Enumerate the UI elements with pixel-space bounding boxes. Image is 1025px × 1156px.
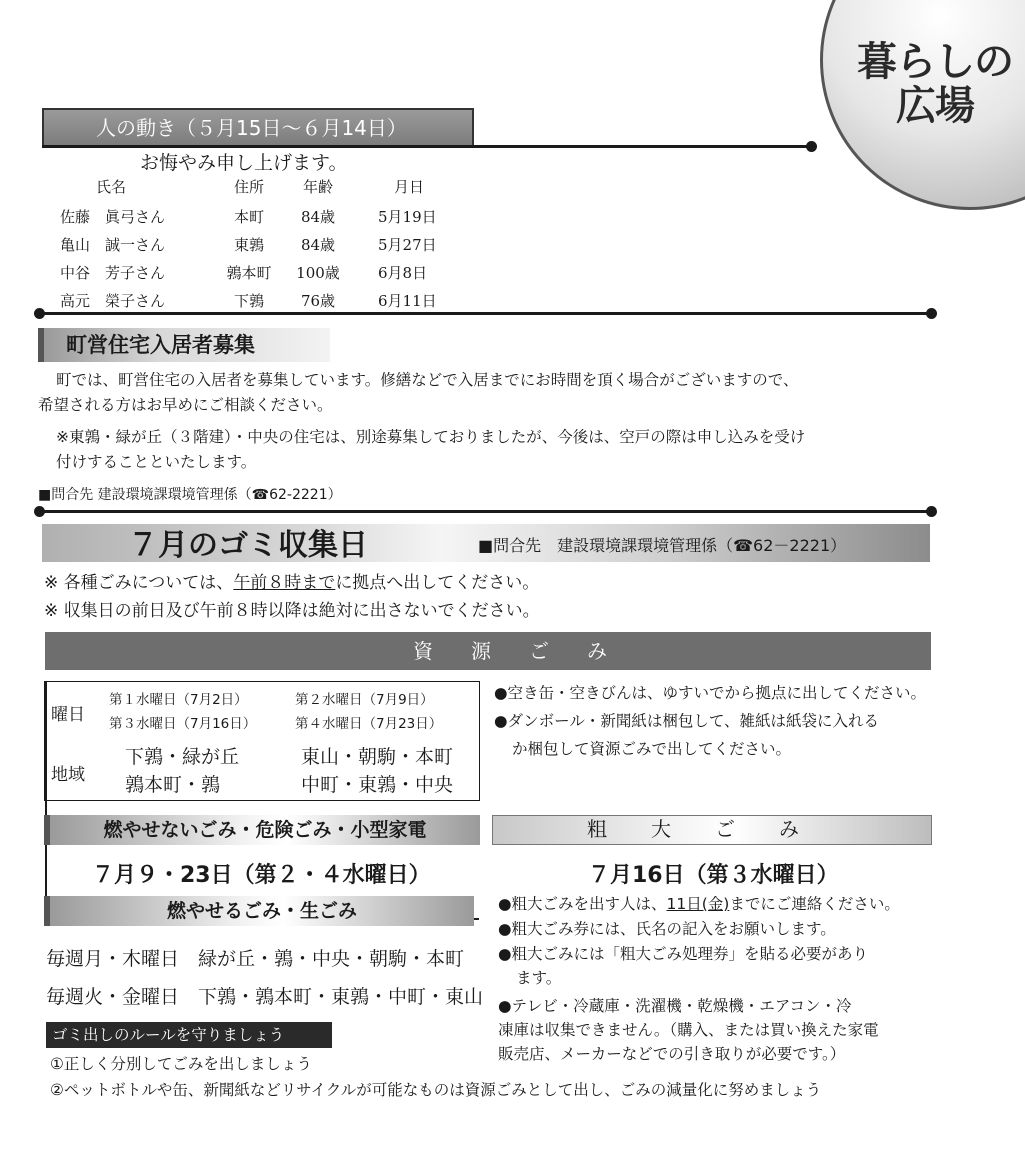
day-label: 曜日	[51, 705, 85, 725]
housing-para2-line2: 付けすることといたします。	[56, 453, 257, 471]
rule-2: ②ペットボトルや缶、新聞紙などリサイクルが可能なものは資源ごみとして出し、ごみの減量化に努めましょう	[50, 1081, 822, 1099]
row-address: 鶉本町	[226, 264, 272, 282]
recycle-note1: ●空き缶・空きびんは、ゆすいでから拠点に出してください。	[494, 684, 927, 702]
bulky-note1	[498, 892, 900, 916]
row-date: 5月19日	[378, 208, 437, 226]
movement-title: 人の動き（５月15日～６月14日）	[42, 108, 474, 146]
bulky-note1-prefix: ●粗大ごみを出す人は、	[498, 895, 667, 913]
bulky-note4: ます。	[516, 969, 562, 987]
housing-para1-line1: 町では、町営住宅の入居者を募集しています。修繕などで入居までにお時間を頂く場合がございますので、	[56, 371, 799, 389]
divider-dot	[806, 141, 817, 152]
header-date: 月日	[394, 178, 425, 196]
col2-day2: 第４水曜日（7月23日）	[295, 716, 443, 732]
row-address: 東鶉	[233, 236, 264, 254]
col1-day2: 第３水曜日（7月16日）	[109, 716, 257, 732]
garbage-inquiry: ■問合先 建設環境課環境管理係（☎62－2221）	[478, 536, 847, 555]
bulky-note1-suffix: までにご連絡ください。	[729, 895, 900, 913]
header-age: 年齢	[302, 178, 333, 196]
row-age: 84歳	[300, 208, 336, 226]
note1-suffix: に拠点へ出してください。	[335, 573, 540, 593]
row-age: 76歳	[300, 292, 336, 310]
col2-day1: 第２水曜日（7月9日）	[295, 692, 434, 708]
burnable-line1: 毎週月・木曜日 緑が丘・鶉・中央・朝駒・本町	[46, 948, 465, 970]
bulky-note5: ●テレビ・冷蔵庫・洗濯機・乾燥機・エアコン・冷	[498, 997, 852, 1015]
recycle-note3: か梱包して資源ごみで出してください。	[512, 740, 792, 758]
col2-area2: 中町・東鶉・中央	[301, 774, 454, 796]
burnable-title: 燃やせるごみ・生ごみ	[44, 896, 474, 926]
housing-para1-line2: 希望される方はお早めにご相談ください。	[38, 396, 333, 414]
col2-area1: 東山・朝駒・本町	[301, 746, 454, 768]
housing-para2-line1: ※東鶉・緑が丘（３階建）・中央の住宅は、別途募集しておりましたが、今後は、空戸の際は申し込みを受け	[56, 428, 806, 446]
bulky-note2: ●粗大ごみ券には、氏名の記入をお願いします。	[498, 920, 836, 938]
rule-1: ①正しく分別してごみを出しましょう	[50, 1055, 312, 1073]
housing-inquiry: ■問合先 建設環境課環境管理係（☎62-2221）	[38, 487, 342, 503]
col1-day1: 第１水曜日（7月2日）	[109, 692, 248, 708]
row-date: 5月27日	[378, 236, 437, 254]
row-age: 84歳	[300, 236, 336, 254]
note1-underline: 午前８時まで	[233, 573, 336, 593]
recycle-title-bar	[45, 632, 931, 670]
row-name: 亀山 誠一さん	[60, 236, 166, 254]
nonburnable-title: 燃やせないごみ・危険ごみ・小型家電	[44, 815, 480, 845]
divider-dot	[34, 506, 45, 517]
row-age: 100歳	[296, 264, 340, 282]
garbage-note1	[44, 568, 539, 593]
burnable-line2: 毎週火・金曜日 下鶉・鶉本町・東鶉・中町・東山	[46, 986, 484, 1008]
recycle-note2: ●ダンボール・新聞紙は梱包して、雑紙は紙袋に入れる	[494, 712, 880, 730]
corner-title	[840, 40, 1025, 128]
col1-area1: 下鶉・緑が丘	[125, 746, 240, 768]
rules-title: ゴミ出しのルールを守りましょう	[46, 1022, 332, 1048]
recycle-schedule-table	[44, 681, 480, 801]
bulky-note7: 販売店、メーカーなどでの引き取りが必要です。）	[498, 1045, 846, 1063]
bulky-date: ７月16日（第３水曜日）	[588, 863, 839, 888]
nonburnable-date: ７月９・23日（第２・４水曜日）	[92, 863, 431, 888]
table-divider	[45, 682, 47, 800]
recycle-title: 資源ごみ	[413, 639, 645, 663]
row-name: 高元 榮子さん	[60, 292, 166, 310]
housing-title: 町営住宅入居者募集	[38, 328, 330, 362]
bulky-note3: ●粗大ごみには「粗大ごみ処理券」を貼る必要があり	[498, 945, 869, 963]
row-name: 中谷 芳子さん	[60, 264, 166, 282]
row-name: 佐藤 眞弓さん	[60, 208, 166, 226]
row-address: 本町	[233, 208, 264, 226]
row-address: 下鶉	[233, 292, 264, 310]
corner-title-line1: 暮らしの	[857, 39, 1013, 85]
bulky-note1-underline: 11日(金)	[666, 895, 730, 913]
bulky-title: 粗大ごみ	[587, 817, 843, 841]
row-date: 6月11日	[378, 292, 437, 310]
bulky-title-bar	[492, 815, 932, 845]
garbage-title: ７月のゴミ収集日	[128, 528, 368, 563]
divider-dot	[34, 308, 45, 319]
col1-area2: 鶉本町・鶉	[125, 774, 221, 796]
divider-dot	[926, 506, 937, 517]
header-name: 氏名	[96, 178, 127, 196]
divider-line	[40, 312, 930, 315]
header-address: 住所	[233, 178, 264, 196]
area-label: 地域	[51, 765, 85, 785]
note1-prefix: ※ 各種ごみについては、	[44, 573, 234, 593]
corner-title-line2: 広場	[896, 83, 974, 129]
bulky-note6: 凍庫は収集できません。（購入、または買い換えた家電	[498, 1021, 879, 1039]
divider-dot	[926, 308, 937, 319]
garbage-note2: ※ 収集日の前日及び午前８時以降は絶対に出さないでください。	[44, 601, 540, 621]
condolence-text: お悔やみ申し上げます。	[140, 152, 348, 174]
divider-line	[40, 510, 930, 513]
row-date: 6月8日	[378, 264, 428, 282]
